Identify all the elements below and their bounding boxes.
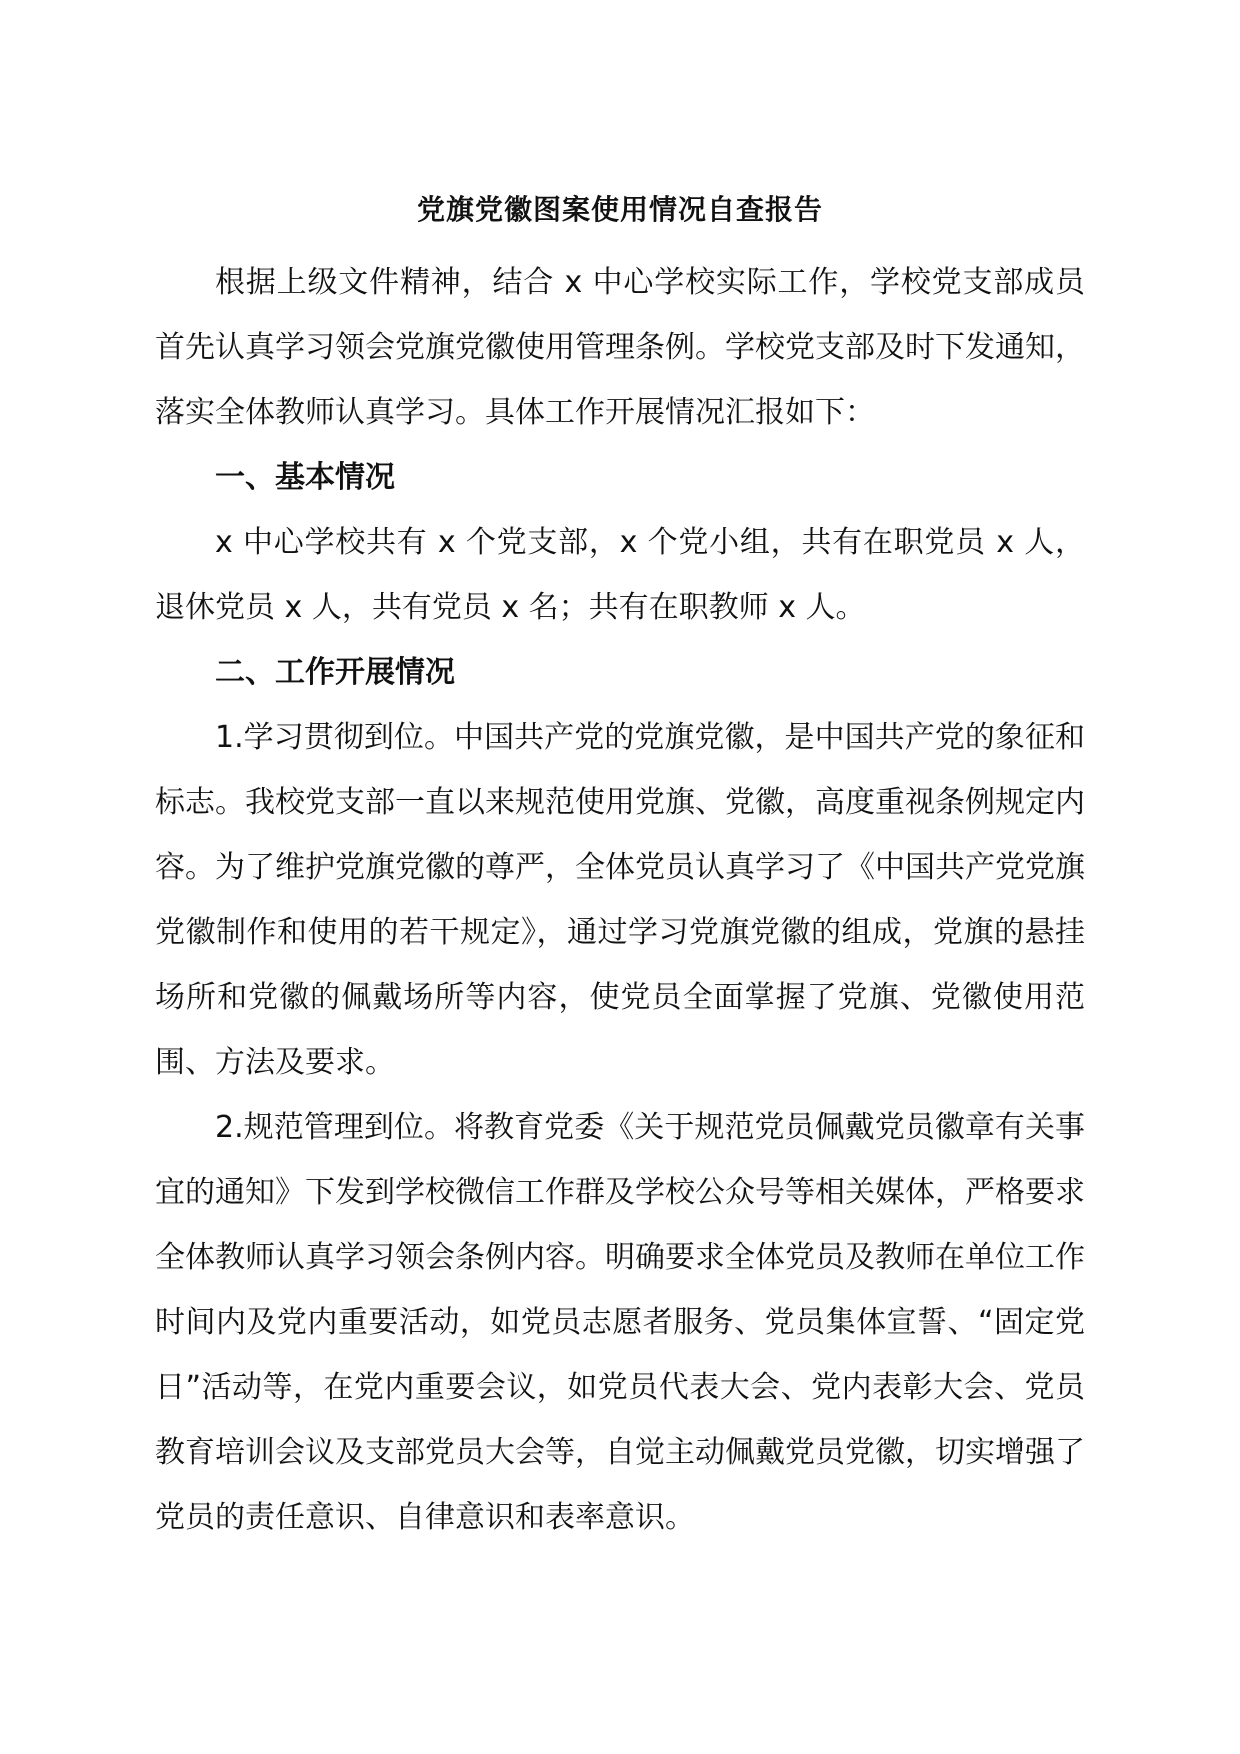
work-item-2-paragraph: 2.规范管理到位。将教育党委《关于规范党员佩戴党员徽章有关事宜的通知》下发到学校微信工作群及学校公众号等相关媒体，严格要求全体教师认真学习领会条例内容。明确要求全体党员及教师在单位工作时间内及党内重要活动，如党员志愿者服务、党员集体宣誓、“固定党日”活动等，在党内重要会议，如党员代表大会、党内表彰大会、党员教育培训会议及支部党员大会等，自觉主动佩戴党员党徽，切实增强了党员的责任意识、自律意识和表率意识。 — [155, 1110, 1085, 1535]
basic-info-paragraph: x 中心学校共有 x 个党支部，x 个党小组，共有在职党员 x 人，退休党员 x 人，共有党员 x 名；共有在职教师 x 人。 — [155, 525, 1085, 625]
document-body — [155, 250, 1085, 1550]
section-heading-work: 二、工作开展情况 — [215, 655, 455, 690]
document-title: 党旗党徽图案使用情况自查报告 — [416, 193, 823, 226]
section-heading-basic: 一、基本情况 — [215, 460, 395, 495]
intro-paragraph: 根据上级文件精神，结合 x 中心学校实际工作，学校党支部成员首先认真学习领会党旗党徽使用管理条例。学校党支部及时下发通知，落实全体教师认真学习。具体工作开展情况汇报如下： — [155, 265, 1085, 430]
work-item-1-paragraph: 1.学习贯彻到位。中国共产党的党旗党徽，是中国共产党的象征和标志。我校党支部一直以来规范使用党旗、党徽，高度重视条例规定内容。为了维护党旗党徽的尊严，全体党员认真学习了《中国共产党党旗党徽制作和使用的若干规定》，通过学习党旗党徽的组成，党旗的悬挂场所和党徽的佩戴场所等内容，使党员全面掌握了党旗、党徽使用范围、方法及要求。 — [155, 720, 1085, 1080]
